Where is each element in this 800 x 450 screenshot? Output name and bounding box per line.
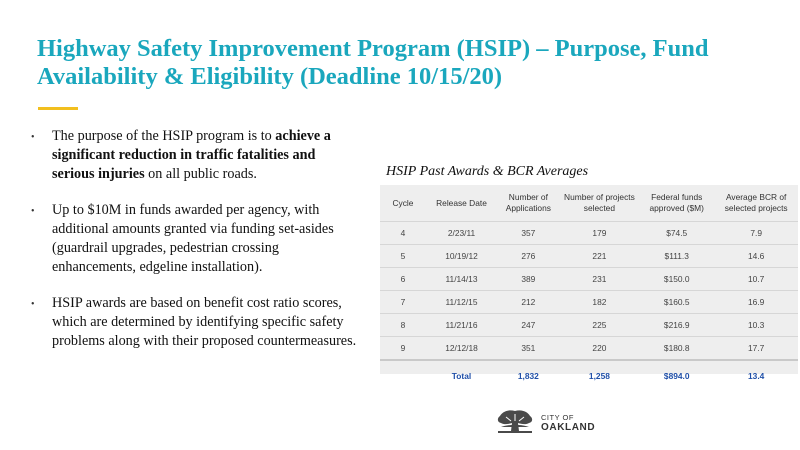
bullet-text: The purpose of the HSIP program is to (52, 128, 276, 144)
table-cell: $160.5 (639, 291, 714, 314)
bullet-item (28, 201, 358, 277)
table-row (380, 222, 798, 245)
table-cell: 231 (560, 268, 639, 291)
total-cell: 1,832 (497, 360, 560, 391)
total-cell: Total (426, 360, 497, 391)
table-cell: 9 (380, 337, 426, 361)
bullet-item (28, 127, 358, 184)
bullet-text-end: on all public roads. (144, 166, 257, 182)
table-header-row (380, 185, 798, 222)
table-cell: 10/19/12 (426, 245, 497, 268)
header-applications: Number of Applications (497, 185, 560, 222)
header-federal-funds: Federal funds approved ($M) (639, 185, 714, 222)
table-cell: 389 (497, 268, 560, 291)
slide-title: Highway Safety Improvement Program (HSIP) – Purpose, Fund Availability & Eligibility (Deadline 10/15/20) (37, 35, 709, 90)
title-underline (38, 107, 78, 110)
bullet-item (28, 294, 358, 351)
logo-line-oakland: OAKLAND (541, 422, 596, 433)
table-cell: $216.9 (639, 314, 714, 337)
table-total-row (380, 360, 798, 391)
table-caption: HSIP Past Awards & BCR Averages (386, 164, 589, 179)
table-cell: 14.6 (714, 245, 798, 268)
total-cell: 13.4 (714, 360, 798, 391)
city-of-oakland-logo (495, 408, 595, 438)
table-row (380, 291, 798, 314)
logo-text (541, 413, 595, 433)
bullet-bold-text: achieve a significant reduction in traffic fatalities and serious injuries (52, 128, 331, 182)
table-cell: 11/14/13 (426, 268, 497, 291)
total-cell (380, 360, 426, 391)
table-cell: 17.7 (714, 337, 798, 361)
bullet-text: Up to $10M in funds awarded per agency, with additional amounts granted via funding set-asides (guardrail upgrades, pedestrian crossing enhancements, edgeline installation). (52, 202, 334, 275)
table-cell: $111.3 (639, 245, 714, 268)
table-cell: 4 (380, 222, 426, 245)
awards-table-container (380, 185, 798, 381)
table-cell: 6 (380, 268, 426, 291)
table-cell: 12/12/18 (426, 337, 497, 361)
bullet-dot: • (31, 206, 35, 217)
header-cycle: Cycle (380, 185, 426, 222)
oak-tree-icon (495, 406, 535, 441)
table-cell: $74.5 (639, 222, 714, 245)
table-row (380, 245, 798, 268)
table-cell: $150.0 (639, 268, 714, 291)
table-cell: 182 (560, 291, 639, 314)
table-cell: 179 (560, 222, 639, 245)
table-row (380, 337, 798, 361)
table-cell: 212 (497, 291, 560, 314)
table-cell: 351 (497, 337, 560, 361)
table-cell: 357 (497, 222, 560, 245)
table-cell: 11/12/15 (426, 291, 497, 314)
header-average-bcr: Average BCR of selected projects (714, 185, 798, 222)
table-cell: 11/21/16 (426, 314, 497, 337)
table-cell: 10.3 (714, 314, 798, 337)
header-release-date: Release Date (426, 185, 497, 222)
total-cell: 1,258 (560, 360, 639, 391)
awards-table (380, 185, 798, 391)
bullet-list (28, 127, 358, 368)
table-cell: 220 (560, 337, 639, 361)
bullet-dot: • (31, 299, 35, 310)
header-projects-selected: Number of projects selected (560, 185, 639, 222)
table-row (380, 268, 798, 291)
logo-line-city-of: CITY OF (541, 413, 574, 422)
table-cell: 7 (380, 291, 426, 314)
bullet-text: HSIP awards are based on benefit cost ratio scores, which are determined by identifying specific safety problems along with their proposed countermeasures. (52, 295, 357, 349)
table-cell: $180.8 (639, 337, 714, 361)
table-cell: 2/23/11 (426, 222, 497, 245)
table-cell: 8 (380, 314, 426, 337)
table-row (380, 314, 798, 337)
table-cell: 16.9 (714, 291, 798, 314)
table-cell: 247 (497, 314, 560, 337)
table-cell: 276 (497, 245, 560, 268)
bullet-dot: • (31, 132, 35, 143)
total-cell: $894.0 (639, 360, 714, 391)
table-cell: 225 (560, 314, 639, 337)
table-cell: 221 (560, 245, 639, 268)
table-cell: 5 (380, 245, 426, 268)
table-cell: 10.7 (714, 268, 798, 291)
table-cell: 7.9 (714, 222, 798, 245)
